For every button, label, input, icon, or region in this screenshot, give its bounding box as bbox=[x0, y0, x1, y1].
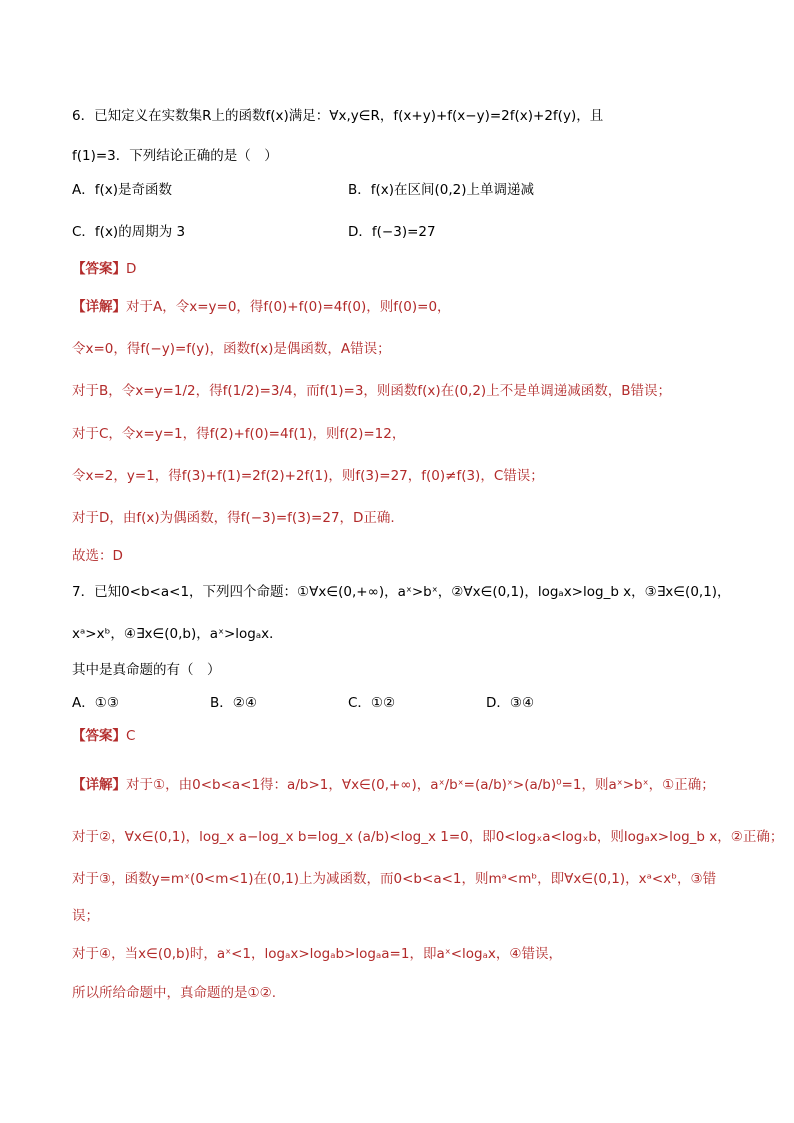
q7-detail-3b: 误； bbox=[72, 908, 99, 924]
q6-answer-tag: 【答案】 bbox=[72, 261, 126, 277]
q7-detail-3: 对于③，函数y=mˣ(0<m<1)在(0,1)上为减函数，而0<b<a<1，则mᵃ<mᵇ，即∀x∈(0,1)，xᵃ<xᵇ，③错 bbox=[72, 871, 717, 887]
q7-option-a: A．①③ bbox=[72, 695, 119, 711]
q7-answer-line bbox=[72, 726, 754, 746]
q7-detail-1: 对于①，由0<b<a<1得：a/b>1，∀x∈(0,+∞)，aˣ/bˣ=(a/b)ˣ>(a/b)⁰=1，则aˣ>bˣ，①正确； bbox=[126, 777, 715, 793]
q6-stem-line2: f(1)=3．下列结论正确的是（ ） bbox=[72, 148, 278, 164]
q7-detail-2: 对于②，∀x∈(0,1)，log_x a−log_x b=log_x (a/b)<log_x 1=0，即0<logₓa<logₓb，则logₐx>log_b x，②正确； bbox=[72, 829, 784, 845]
q7-conclusion: 所以所给命题中，真命题的是①②. bbox=[72, 985, 276, 1001]
q6-detail-6: 对于D，由f(x)为偶函数，得f(−3)=f(3)=27，D正确. bbox=[72, 510, 395, 526]
q7-detail-4: 对于④，当x∈(0,b)时，aˣ<1，logₐx>logₐb>logₐa=1，即aˣ<logₐx，④错误， bbox=[72, 946, 562, 962]
q7-answer-tag: 【答案】 bbox=[72, 728, 126, 744]
q6-answer-line bbox=[72, 259, 754, 279]
q7-stem-line2: xᵃ>xᵇ，④∃x∈(0,b)，aˣ>logₐx． bbox=[72, 626, 283, 642]
q7-detail-tag: 【详解】 bbox=[72, 777, 126, 793]
q7-detail-line1 bbox=[72, 775, 754, 795]
q7-option-b: B．②④ bbox=[210, 695, 257, 711]
q6-detail-5: 令x=2，y=1，得f(3)+f(1)=2f(2)+2f(1)，则f(3)=27，f(0)≠f(3)，C错误； bbox=[72, 468, 544, 484]
q7-option-d: D．③④ bbox=[486, 695, 535, 711]
q7-answer: C bbox=[126, 728, 136, 744]
q6-option-b: B．f(x)在区间(0,2)上单调递减 bbox=[348, 182, 535, 198]
q6-detail-4: 对于C，令x=y=1，得f(2)+f(0)=4f(1)，则f(2)=12， bbox=[72, 426, 406, 442]
q7-stem-line1: 7．已知0<b<a<1，下列四个命题：①∀x∈(0,+∞)，aˣ>bˣ，②∀x∈(0,1)，logₐx>log_b x，③∃x∈(0,1)， bbox=[72, 584, 731, 600]
q7-stem-line3: 其中是真命题的有（ ） bbox=[72, 662, 221, 678]
q6-conclusion: 故选：D bbox=[72, 548, 123, 564]
q6-option-a: A．f(x)是奇函数 bbox=[72, 182, 173, 198]
q6-detail-tag: 【详解】 bbox=[72, 299, 126, 315]
q6-detail-line1 bbox=[72, 297, 754, 317]
q7-option-c: C．①② bbox=[348, 695, 396, 711]
q6-answer: D bbox=[126, 261, 137, 277]
q6-option-c: C．f(x)的周期为 3 bbox=[72, 224, 186, 240]
q6-detail-3: 对于B，令x=y=1/2，得f(1/2)=3/4，而f(1)=3，则函数f(x)在(0,2)上不是单调递减函数，B错误； bbox=[72, 383, 671, 399]
q6-stem-line1: 6．已知定义在实数集R上的函数f(x)满足：∀x,y∈R，f(x+y)+f(x−y)=2f(x)+2f(y)，且 bbox=[72, 108, 604, 124]
q6-detail-1: 对于A，令x=y=0，得f(0)+f(0)=4f(0)，则f(0)=0， bbox=[126, 299, 451, 315]
q6-detail-2: 令x=0，得f(−y)=f(y)，函数f(x)是偶函数，A错误； bbox=[72, 341, 391, 357]
q6-option-d: D．f(−3)=27 bbox=[348, 224, 436, 240]
